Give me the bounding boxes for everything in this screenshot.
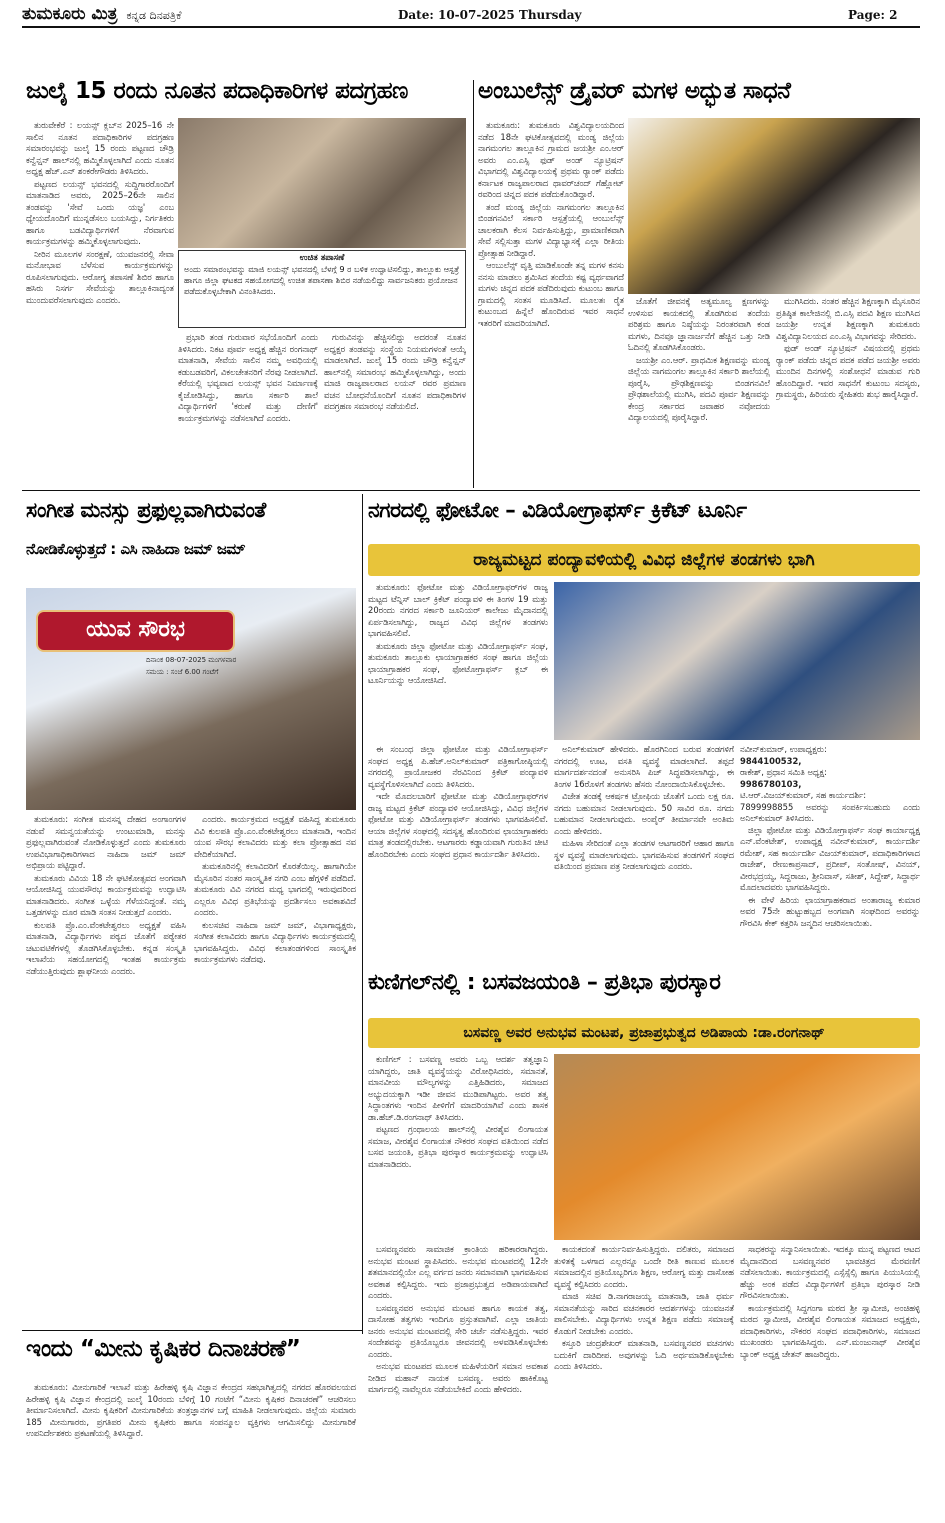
story1-para: ನೀರಿನ ಮೂಲಗಳ ಸಂರಕ್ಷಣೆ, ಯುವಜನರಲ್ಲಿ ಸೇವಾ ಮನೋಭಾವ ಬೆಳೆಸುವ ಕಾರ್ಯಕ್ರಮಗಳನ್ನು ರೂಪಿಸಲಾಗುವುದು. ಆರೋಗ್ಯ ತಪಾಸಣೆ ಶಿಬಿರ ಹಾಗೂ ಹಸಿರು ನಿಸರ್ಗ ಸೇವೆಯನ್ನು ತಾಲ್ಲೂಕಿನಾದ್ಯಂತ ಮುಂದುವರೆಸಲಾಗುವುದು ಎಂದರು. bbox=[26, 248, 174, 305]
story5-para: ಕಸ್ತೂರಿ ಚಂದ್ರಶೇಖರ್ ಮಾತನಾಡಿ, ಬಸವಣ್ಣನವರ ವಚನಗಳು ಬದುಕಿಗೆ ದಾರಿದೀಪ. ಅವುಗಳನ್ನು ಓದಿ ಅರ್ಥಮಾಡಿಕೊಳ್ಳಬೇಕು ಎಂದು ತಿಳಿಸಿದರು. bbox=[554, 1338, 734, 1371]
story5-para: ಅನುಭವ ಮಂಟಪದ ಮೂಲಕ ಮಹಿಳೆಯರಿಗೆ ಸಮಾನ ಅವಕಾಶ ನೀಡಿದ ಮಹಾನ್ ನಾಯಕ ಬಸವಣ್ಣ. ಅವರು ಹಾಕಿಕೊಟ್ಟ ಮಾರ್ಗದಲ್ಲಿ ನಾವೆಲ್ಲರೂ ನಡೆಯಬೇಕಿದೆ ಎಂದು ಹೇಳಿದರು. bbox=[368, 1361, 548, 1394]
story2-para: ಜಯಶ್ರೀ ಎಂ.ಆರ್. ಪ್ರಾಥಮಿಕ ಶಿಕ್ಷಣವನ್ನು ಮಂಡ್ಯ ಜಿಲ್ಲೆಯ ನಾಗಮಂಗಲ ತಾಲ್ಲೂಕಿನ ಸರ್ಕಾರಿ ಶಾಲೆಯಲ್ಲಿ ಪೂರೈಸಿ, ಪ್ರೌಢಶಿಕ್ಷಣವನ್ನು ಬಿಂಡಗನವಿಲೆ ಪ್ರೌಢಶಾಲೆಯಲ್ಲಿ ಮುಗಿಸಿ, ಪದವಿ ಪೂರ್ವ ಶಿಕ್ಷಣವನ್ನು ಕೇಂದ್ರ ಸರ್ಕಾರದ ಜವಾಹರ ನವೋದಯ ವಿದ್ಯಾಲಯದಲ್ಲಿ ಪೂರೈಸಿದ್ದಾರೆ. bbox=[628, 354, 770, 422]
story1-col1 bbox=[26, 120, 174, 482]
story4-para: ಇದೇ ಮೊದಲಬಾರಿಗೆ ಫೋಟೋ ಮತ್ತು ವಿಡಿಯೋಗ್ರಾಫರ್‌ಗಳ ರಾಜ್ಯ ಮಟ್ಟದ ಕ್ರಿಕೆಟ್ ಪಂದ್ಯಾವಳಿ ಆಯೋಜಿಸಿದ್ದು, ವಿವಿಧ ಜಿಲ್ಲೆಗಳ ಫೋಟೋ ಮತ್ತು ವಿಡಿಯೋಗ್ರಾಫರ್ಸ್ ತಂಡಗಳು ಭಾಗವಹಿಸಲಿವೆ. ಆಯಾ ಜಿಲ್ಲೆಗಳ ಸಂಘದಲ್ಲಿ ಸದಸ್ಯತ್ವ ಹೊಂದಿರುವ ಛಾಯಾಗ್ರಾಹಕರು ಮಾತ್ರ ತಂಡದಲ್ಲಿರಬೇಕು. ಆಟಗಾರರು ಕಡ್ಡಾಯವಾಗಿ ಗುರುತಿನ ಚೀಟಿ ಹೊಂದಿರಬೇಕು ಎಂದು ಸಂಘದ ಪ್ರಧಾನ ಕಾರ್ಯದರ್ಶಿ ತಿಳಿಸಿದರು. bbox=[368, 791, 548, 859]
story4-col3 bbox=[740, 744, 920, 960]
story1-caption-box bbox=[178, 250, 466, 328]
story1-photo bbox=[178, 118, 466, 248]
story3-para: ಕುಲಪತಿ ಪ್ರೊ.ಎಂ.ವೆಂಕಟೇಶ್ವರಲು ಅಧ್ಯಕ್ಷತೆ ವಹಿಸಿ ಮಾತನಾಡಿ, ವಿದ್ಯಾರ್ಥಿಗಳು ಪಠ್ಯದ ಜೊತೆಗೆ ಪಠ್ಯೇತರ ಚಟುವಟಿಕೆಗಳಲ್ಲಿ ತೊಡಗಿಸಿಕೊಳ್ಳಬೇಕು. ಕನ್ನಡ ಸಂಸ್ಕೃತಿ ಇಲಾಖೆಯ ಸಹಯೋಗದಲ್ಲಿ ಇಂತಹ ಕಾರ್ಯಕ್ರಮ ನಡೆಯುತ್ತಿರುವುದು ಶ್ಲಾಘನೀಯ ಎಂದರು. bbox=[26, 919, 186, 976]
story5-photo bbox=[554, 1054, 920, 1240]
story1-caption-text: ಅಂದು ಸಮಾರಂಭವನ್ನು ಮಾಜಿ ಲಯನ್ಸ್ ಭವನದಲ್ಲಿ ಬೆಳಗ್ಗೆ 9 ರ ಬಳಿಕ ಉದ್ಘಾಟಿಸಲಿದ್ದು, ತಾಲ್ಲೂಕು ಆಸ್ಪತ್ರೆ ಹಾಗೂ ಜಿಲ್ಲಾ ಘಟಕದ ಸಹಯೋಗದಲ್ಲಿ ಉಚಿತ ತಪಾಸಣಾ ಶಿಬಿರ ನಡೆಯಲಿದ್ದು ಸಾರ್ವಜನಿಕರು ಪ್ರಯೋಜನ ಪಡೆದುಕೊಳ್ಳಬೇಕಾಗಿ ವಿನಂತಿಸಿದರು. bbox=[184, 264, 460, 296]
masthead-rule bbox=[22, 26, 920, 28]
story5-subhead: ಬಸವಣ್ಣ ಅವರ ಅನುಭವ ಮಂಟಪ, ಪ್ರಜಾಪ್ರಭುತ್ವದ ಅಡಿಪಾಯ :ಡಾ.ರಂಗನಾಥ್ bbox=[368, 1018, 920, 1048]
story4-para: ಈ ಸಂಬಂಧ ಜಿಲ್ಲಾ ಫೋಟೋ ಮತ್ತು ವಿಡಿಯೋಗ್ರಾಫರ್ಸ್ ಸಂಘದ ಅಧ್ಯಕ್ಷ ಪಿ.ಹೆಚ್.ಅನಿಲ್‌ಕುಮಾರ್ ಪತ್ರಿಕಾಗೋಷ್ಠಿಯಲ್ಲಿ ನಗರದಲ್ಲಿ ಪ್ರಾಯೋಜಕರ ನೆರವಿನಿಂದ ಕ್ರಿಕೆಟ್ ಪಂದ್ಯಾವಳಿ ವ್ಯವಸ್ಥೆಗೊಳಿಸಲಾಗಿದೆ ಎಂದು ತಿಳಿಸಿದರು. bbox=[368, 744, 548, 789]
story2-para: ಜೊತೆಗೆ ಜೀವನಕ್ಕೆ ಅತ್ಯಮೂಲ್ಯ ಕ್ಷಣಗಳನ್ನು ಉಳಿಸುವ ಕಾಯಕದಲ್ಲಿ ತೊಡಗಿರುವ ತಂದೆಯ ಪರಿಶ್ರಮ ಹಾಗೂ ನಿಷ್ಠೆಯನ್ನು ನಿರಂತರವಾಗಿ ಕಂಡ ಮಗಳು, ದಿನವೂ ಜ್ಞಾನಾರ್ಜನೆಗೆ ಹೆಚ್ಚಿನ ಒತ್ತು ನೀಡಿ ಓದಿನಲ್ಲಿ ತೊಡಗಿಸಿಕೊಂಡರು. bbox=[628, 296, 770, 352]
story3-col2 bbox=[194, 814, 356, 1326]
story5-col3 bbox=[740, 1244, 920, 1516]
banner-time: ಸಮಯ : ಸಂಜೆ 6.00 ಗಂಟೆಗೆ bbox=[146, 668, 219, 676]
yuva-sourabha-banner: ಯುವ ಸೌರಭ bbox=[36, 610, 235, 652]
story1-col3 bbox=[324, 332, 466, 484]
story2-para: ತಂದೆ ಮಂಡ್ಯ ಜಿಲ್ಲೆಯ ನಾಗಮಂಗಲ ತಾಲ್ಲೂಕಿನ ಬಿಂಡಗನವಿಲೆ ಸರ್ಕಾರಿ ಆಸ್ಪತ್ರೆಯಲ್ಲಿ ಆಂಬುಲೆನ್ಸ್ ಚಾಲಕರಾಗಿ ಕೆಲಸ ನಿರ್ವಹಿಸುತ್ತಿದ್ದು, ಪ್ರಾಮಾಣಿಕವಾಗಿ ಸೇವೆ ಸಲ್ಲಿಸುತ್ತಾ ಮಗಳ ವಿದ್ಯಾಭ್ಯಾಸಕ್ಕೆ ಎಲ್ಲಾ ರೀತಿಯ ಪ್ರೋತ್ಸಾಹ ನೀಡಿದ್ದಾರೆ. bbox=[478, 201, 624, 258]
story5-intro bbox=[368, 1054, 548, 1240]
story5-para: ಸಾಧಕರನ್ನು ಸನ್ಮಾನಿಸಲಾಯಿತು. ಇದಕ್ಕೂ ಮುನ್ನ ಪಟ್ಟಣದ ಆಟದ ಮೈದಾನದಿಂದ ಬಸವಣ್ಣನವರ ಭಾವಚಿತ್ರದ ಮೆರವಣಿಗೆ ನಡೆಸಲಾಯಿತು. ಕಾರ್ಯಕ್ರಮದಲ್ಲಿ ಎಸ್ಸೆಸ್ಸೆಲ್ಸಿ ಹಾಗೂ ಪಿಯುಸಿಯಲ್ಲಿ ಹೆಚ್ಚು ಅಂಕ ಪಡೆದ ವಿದ್ಯಾರ್ಥಿಗಳಿಗೆ ಪ್ರತಿಭಾ ಪುರಸ್ಕಾರ ನೀಡಿ ಗೌರವಿಸಲಾಯಿತು. bbox=[740, 1244, 920, 1300]
story4-intro bbox=[368, 582, 548, 740]
story5-para: ಬಸವಣ್ಣನವರು ಸಾಮಾಜಿಕ ಕ್ರಾಂತಿಯ ಹರಿಕಾರರಾಗಿದ್ದರು. ಅನುಭವ ಮಂಟಪ ಸ್ಥಾಪಿಸಿದರು. ಅನುಭವ ಮಂಟಪದಲ್ಲಿ 12ನೇ ಶತಮಾನದಲ್ಲಿಯೇ ಎಲ್ಲ ವರ್ಗದ ಜನರು ಸಮಾನವಾಗಿ ಭಾಗವಹಿಸುವ ಅವಕಾಶ ಕಲ್ಪಿಸಿದ್ದರು. ಇದು ಪ್ರಜಾಪ್ರಭುತ್ವದ ಅಡಿಪಾಯವಾಗಿದೆ ಎಂದರು. bbox=[368, 1244, 548, 1300]
story2-para: ಮುಗಿಸಿದರು. ನಂತರ ಹೆಚ್ಚಿನ ಶಿಕ್ಷಣಕ್ಕಾಗಿ ಮೈಸೂರಿನ ಪ್ರತಿಷ್ಠಿತ ಕಾಲೇಜಿನಲ್ಲಿ ಬಿ.ಎಸ್ಸಿ ಪದವಿ ಶಿಕ್ಷಣ ಮುಗಿಸಿದ ಜಯಶ್ರೀ ಉನ್ನತ ಶಿಕ್ಷಣಕ್ಕಾಗಿ ತುಮಕೂರು ವಿಶ್ವವಿದ್ಯಾನಿಲಯದ ಎಂ.ಎಸ್ಸಿ ವಿಭಾಗವನ್ನು ಸೇರಿದರು. bbox=[776, 296, 920, 341]
story5-para: ಕುಣಿಗಲ್ : ಬಸವಣ್ಣ ಅವರು ಒಬ್ಬ ಆದರ್ಶ ತತ್ವಜ್ಞಾನಿ ಯಾಗಿದ್ದರು, ಜಾತಿ ವ್ಯವಸ್ಥೆಯನ್ನು ವಿರೋಧಿಸಿದರು, ಸಮಾನತೆ, ಮಾನವೀಯ ಮೌಲ್ಯಗಳನ್ನು ಎತ್ತಿಹಿಡಿದರು, ಸಮಾಜದ ಅಭ್ಯುದಯಕ್ಕಾಗಿ ಇಡೀ ಜೀವನ ಮುಡಿಪಾಗಿಟ್ಟರು. ಅವರ ತತ್ವ ಸಿದ್ಧಾಂತಗಳು ಇಂದಿನ ಪೀಳಿಗೆಗೆ ಮಾದರಿಯಾಗಿವೆ ಎಂದು ಶಾಸಕ ಡಾ.ಹೆಚ್.ಡಿ.ರಂಗನಾಥ್ ತಿಳಿಸಿದರು. bbox=[368, 1054, 548, 1122]
column-divider bbox=[362, 494, 363, 1334]
story4-para: ವಿಜೇತ ತಂಡಕ್ಕೆ ಆಕರ್ಷಕ ಟ್ರೋಫಿಯ ಜೊತೆಗೆ ಒಂದು ಲಕ್ಷ ರೂ. ನಗದು ಬಹುಮಾನ ನೀಡಲಾಗುವುದು. 50 ಸಾವಿರ ರೂ. ನಗದು ಬಹುಮಾನ ನೀಡಲಾಗುವುದು. ಅಂಪೈರ್ ತೀರ್ಮಾನವೇ ಅಂತಿಮ ಎಂದು ಹೇಳಿದರು. bbox=[554, 791, 734, 836]
story5-para: ಬಸವಣ್ಣನವರ ಅನುಭವ ಮಂಟಪ ಹಾಗೂ ಕಾಯಕ ತತ್ವ, ದಾಸೋಹ ತತ್ವಗಳು ಇಂದಿಗೂ ಪ್ರಸ್ತುತವಾಗಿವೆ. ಎಲ್ಲಾ ಜಾತಿಯ ಜನರು ಅನುಭವ ಮಂಟಪದಲ್ಲಿ ಸೇರಿ ಚರ್ಚೆ ನಡೆಸುತ್ತಿದ್ದರು. ಇವರ ಸಂದೇಶವನ್ನು ಪ್ರತಿಯೊಬ್ಬರೂ ಜೀವನದಲ್ಲಿ ಅಳವಡಿಸಿಕೊಳ್ಳಬೇಕು ಎಂದರು. bbox=[368, 1302, 548, 1359]
story4-para: ಜಿಲ್ಲಾ ಫೋಟೋ ಮತ್ತು ವಿಡಿಯೋಗ್ರಾಫರ್ಸ್ ಸಂಘ ಕಾರ್ಯಾಧ್ಯಕ್ಷ ಎನ್.ವೆಂಕಟೇಶ್, ಉಪಾಧ್ಯಕ್ಷ ನವೀನ್‌ಕುಮಾರ್, ಕಾರ್ಯದರ್ಶಿ ರಮೇಶ್, ಸಹ ಕಾರ್ಯದರ್ಶಿ ವಿಜಯ್‌ಕುಮಾರ್, ಪದಾಧಿಕಾರಿಗಳಾದ ರಾಜೇಶ್, ರೇಣುಕಾಪ್ರಸಾದ್, ಪ್ರದೀಪ್, ಸಂತೋಷ್, ವಿನಯ್, ವೀರಭದ್ರಯ್ಯ, ಸಿದ್ದರಾಜು, ಶ್ರೀನಿವಾಸ್, ಸತೀಶ್, ಸಿದ್ದೇಶ್, ಸಿದ್ಧಾರ್ಥ ಮೊದಲಾದವರು ಭಾಗವಹಿಸಿದ್ದರು. bbox=[740, 824, 920, 892]
story5-col2 bbox=[554, 1244, 734, 1516]
story2-headline: ಅಂಬುಲೆನ್ಸ್ ಡ್ರೈವರ್ ಮಗಳ ಅದ್ಭುತ ಸಾಧನೆ bbox=[478, 80, 791, 104]
story5-para: ಮಾಜಿ ಸಚಿವ ಡಿ.ನಾಗರಾಜಯ್ಯ ಮಾತನಾಡಿ, ಜಾತಿ ಧರ್ಮ ಸಮಾನತೆಯನ್ನು ಸಾರಿದ ವಚನಕಾರರ ಆದರ್ಶಗಳನ್ನು ಯುವಜನತೆ ಪಾಲಿಸಬೇಕು. ವಿದ್ಯಾರ್ಥಿಗಳು ಉನ್ನತ ಶಿಕ್ಷಣ ಪಡೆದು ಸಮಾಜಕ್ಕೆ ಕೊಡುಗೆ ನೀಡಬೇಕು ಎಂದರು. bbox=[554, 1291, 734, 1336]
page-number: Page: 2 bbox=[848, 8, 898, 22]
story2-photo bbox=[628, 118, 920, 294]
masthead-subtitle: ಕನ್ನಡ ದಿನಪತ್ರಿಕೆ bbox=[126, 9, 182, 22]
story4-para: ತುಮಕೂರು ಜಿಲ್ಲಾ ಫೋಟೋ ಮತ್ತು ವಿಡಿಯೋಗ್ರಾಫರ್ಸ್ ಸಂಘ, ತುಮಕೂರು ತಾಲ್ಲೂಕು ಛಾಯಾಗ್ರಾಹಕರ ಸಂಘ ಹಾಗೂ ಜಿಲ್ಲೆಯ ಛಾಯಾಗ್ರಾಹಕರ ಸಂಘ, ಫೋಟೋಗ್ರಾಫರ್ಸ್ ಕ್ಲಬ್ ಈ ಟೂರ್ನಿಯನ್ನು ಆಯೋಜಿಸಿದೆ. bbox=[368, 640, 548, 685]
story3-para: ತುಮಕೂರು: ಸಂಗೀತ ಮನಸನ್ನ ದೇಹದ ಅಂಗಾಂಗಗಳ ನಡುವೆ ಸಮನ್ವಯತೆಯನ್ನು ಉಂಟುಮಾಡಿ, ಮನಸ್ಸು ಪ್ರಫುಲ್ಲವಾಗಿರುವಂತೆ ನೋಡಿಕೊಳ್ಳುತ್ತದೆ ಎಂದು ತುಮಕೂರು ಉಪವಿಭಾಗಾಧಿಕಾರಿಗಳಾದ ನಾಹಿದಾ ಜಮ್ ಜಮ್ ಅಭಿಪ್ರಾಯ ಪಟ್ಟಿದ್ದಾರೆ. bbox=[26, 814, 186, 870]
contact-phone: 9844100532, bbox=[740, 755, 802, 766]
story6-headline: ಇಂದು “ಮೀನು ಕೃಷಿಕರ ದಿನಾಚರಣೆ” bbox=[26, 1338, 301, 1362]
story2-para: ಫುಡ್ ಅಂಡ್ ನ್ಯೂಟ್ರಿಷನ್ ವಿಷಯದಲ್ಲಿ ಪ್ರಥಮ ರ್‍ಯಾಂಕ್ ಪಡೆದು ಚಿನ್ನದ ಪದಕ ಪಡೆದ ಜಯಶ್ರೀ ಅವರು ಮುಂದಿನ ದಿನಗಳಲ್ಲಿ ಸಂಶೋಧನೆ ಮಾಡುವ ಗುರಿ ಹೊಂದಿದ್ದಾರೆ. ಇವರ ಸಾಧನೆಗೆ ಕುಟುಂಬ ಸದಸ್ಯರು, ಗ್ರಾಮಸ್ಥರು, ಹಿರಿಯರು ಸ್ನೇಹಿತರು ಶುಭ ಹಾರೈಸಿದ್ದಾರೆ. bbox=[776, 343, 920, 399]
contact-phone: 9986780103, bbox=[740, 778, 802, 789]
banner-date: ದಿನಾಂಕ 08-07-2025 ಮಂಗಳವಾರ bbox=[146, 656, 237, 664]
column-divider bbox=[473, 80, 474, 488]
contact-line: ನವೀನ್‌ಕುಮಾರ್, ಉಪಾಧ್ಯಕ್ಷರು: bbox=[740, 744, 827, 754]
story4-para: ಈ ವೇಳೆ ಹಿರಿಯ ಛಾಯಾಗ್ರಾಹಕರಾದ ಅಂತಾರಾಜ್ಯ ಕುಮಾರ ಅವರ 75ನೇ ಹುಟ್ಟುಹಬ್ಬದ ಅಂಗವಾಗಿ ಸಂಘದಿಂದ ಅವರನ್ನು ಗೌರವಿಸಿ ಕೇಕ್ ಕತ್ತರಿಸಿ ಜನ್ಮದಿನ ಆಚರಿಸಲಾಯಿತು. bbox=[740, 894, 920, 928]
story1-para: ಪಟ್ಟಣದ ಲಯನ್ಸ್ ಭವನದಲ್ಲಿ ಸುದ್ದಿಗಾರರೊಂದಿಗೆ ಮಾತನಾಡಿದ ಅವರು, 2025–26ನೇ ಸಾಲಿನ ತಂಡವನ್ನು 'ಸೇವೆ ಒಂದು ಯಜ್ಞ' ಎಂಬ ಧ್ಯೇಯದೊಂದಿಗೆ ಮುನ್ನಡೆಸಲು ಬಯಸಿದ್ದು, ನಿರ್ಗತಿಕರು ಹಾಗೂ ಬಡವಿದ್ಯಾರ್ಥಿಗಳಿಗೆ ನೆರವಾಗುವ ಕಾರ್ಯಕ್ರಮಗಳನ್ನು ಹಮ್ಮಿಕೊಳ್ಳಲಾಗುವುದು. bbox=[26, 178, 174, 246]
story2-col3 bbox=[776, 296, 920, 486]
story3-headline-line1: ಸಂಗೀತ ಮನಸ್ಸು ಪ್ರಫುಲ್ಲವಾಗಿರುವಂತೆ bbox=[26, 500, 266, 522]
story5-col1 bbox=[368, 1244, 548, 1516]
story6-body bbox=[26, 1382, 356, 1516]
story3-para: ಕುಲಸಚಿವ ನಾಹಿದಾ ಜಮ್ ಜಮ್, ವಿಭಾಗಾಧ್ಯಕ್ಷರು, ಸಂಗೀತ ಕಲಾವಿದರು ಹಾಗೂ ವಿದ್ಯಾರ್ಥಿಗಳು ಕಾರ್ಯಕ್ರಮದಲ್ಲಿ ಭಾಗವಹಿಸಿದ್ದರು. ವಿವಿಧ ಕಲಾತಂಡಗಳಿಂದ ಸಾಂಸ್ಕೃತಿಕ ಕಾರ್ಯಕ್ರಮಗಳು ನಡೆದವು. bbox=[194, 919, 356, 964]
story2-para: ಆಂಬುಲೆನ್ಸ್ ವೃತ್ತಿ ಮಾಡಿಕೊಂಡೇ ತನ್ನ ಮಗಳ ಕನಸು ನನಸು ಮಾಡಲು ಶ್ರಮಿಸಿದ ತಂದೆಯ ಕಷ್ಟ ವ್ಯರ್ಥವಾಗದೆ ಮಗಳು ಚಿನ್ನದ ಪದಕ ಪಡೆದಿರುವುದು ಕುಟುಂಬ ಹಾಗೂ ಗ್ರಾಮದಲ್ಲಿ ಸಂತಸ ಮೂಡಿಸಿದೆ. ಮೂಲತಃ ರೈತ ಕುಟುಂಬದ ಹಿನ್ನೆಲೆ ಹೊಂದಿರುವ ಇವರ ಸಾಧನೆ ಇತರರಿಗೆ ಮಾದರಿಯಾಗಿದೆ. bbox=[478, 260, 624, 328]
story4-para: ತುಮಕೂರು: ಫೋಟೋ ಮತ್ತು ವಿಡಿಯೋಗ್ರಾಫರ್‌ಗಳ ರಾಜ್ಯ ಮಟ್ಟದ ಟೆನ್ನಿಸ್ ಬಾಲ್ ಕ್ರಿಕೆಟ್ ಪಂದ್ಯಾವಳಿ ಈ ತಿಂಗಳ 19 ಮತ್ತು 20ರಂದು ನಗರದ ಸರ್ಕಾರಿ ಜೂನಿಯರ್ ಕಾಲೇಜು ಮೈದಾನದಲ್ಲಿ ಏರ್ಪಡಿಸಲಾಗಿದ್ದು, ರಾಜ್ಯದ ವಿವಿಧ ಜಿಲ್ಲೆಗಳ ತಂಡಗಳು ಭಾಗವಹಿಸಲಿವೆ. bbox=[368, 582, 548, 638]
story5-para: ಕಾರ್ಯಕ್ರಮದಲ್ಲಿ ಸಿದ್ದಗಂಗಾ ಮಠದ ಶ್ರೀ ಸ್ವಾಮೀಜಿ, ಅಂಚಿಹಳ್ಳಿ ಮಠದ ಸ್ವಾಮೀಜಿ, ವೀರಶೈವ ಲಿಂಗಾಯತ ಸಮಾಜದ ಅಧ್ಯಕ್ಷರು, ಪದಾಧಿಕಾರಿಗಳು, ನೌಕರರ ಸಂಘದ ಪದಾಧಿಕಾರಿಗಳು, ಸಮಾಜದ ಮುಖಂಡರು ಭಾಗವಹಿಸಿದ್ದರು. ಎನ್.ಮಂಜುನಾಥ್ ವೀರಶೈವ ಬ್ಯಾಂಕ್ ಅಧ್ಯಕ್ಷ ಚೇತನ್ ಹಾಜರಿದ್ದರು. bbox=[740, 1302, 920, 1359]
story2-col2 bbox=[628, 296, 770, 486]
contact-line: ಟಿ.ಆರ್.ವಿಜಯ್‌ಕುಮಾರ್, ಸಹ ಕಾರ್ಯದರ್ಶಿ: bbox=[740, 790, 867, 800]
story1-headline: ಜುಲೈ 15 ರಂದು ನೂತನ ಪದಾಧಿಕಾರಿಗಳ ಪದಗ್ರಹಣ bbox=[26, 80, 408, 104]
story5-para: ಕಾಯಕದಂತೆ ಕಾರ್ಯನಿರ್ವಹಿಸುತ್ತಿದ್ದರು. ದಲಿತರು, ಸಮಾಜದ ತುಳಿತಕ್ಕೆ ಒಳಗಾದ ಎಲ್ಲರನ್ನೂ ಒಂದೇ ರೀತಿ ಕಾಣುವ ಮೂಲಕ ಸಮಾಜದಲ್ಲಿನ ಪ್ರತಿಯೊಬ್ಬರಿಗೂ ಶಿಕ್ಷಣ, ಆರೋಗ್ಯ ಮತ್ತು ದಾಸೋಹ ವ್ಯವಸ್ಥೆ ಕಲ್ಪಿಸಿದರು ಎಂದರು. bbox=[554, 1244, 734, 1289]
contact-line: 7899998855 ಅವರನ್ನು ಸಂಪರ್ಕಿಸಬಹುದು ಎಂದು ಅನಿಲ್‌ಕುಮಾರ್ ತಿಳಿಸಿದರು. bbox=[740, 801, 920, 823]
story4-headline: ನಗರದಲ್ಲಿ ಫೋಟೋ – ವಿಡಿಯೋಗ್ರಾಫರ್ಸ್ ಕ್ರಿಕೆಟ್ ಟೂರ್ನಿ bbox=[368, 500, 747, 522]
story1-para: ತುರುವೇಕೆರೆ : ಲಯನ್ಸ್ ಕ್ಲಬ್‌ನ 2025–16 ನೇ ಸಾಲಿನ ನೂತನ ಪದಾಧಿಕಾರಿಗಳ ಪದಗ್ರಹಣ ಸಮಾರಂಭವನ್ನು ಜುಲೈ 15 ರಂದು ಪಟ್ಟಣದ ಚೌಡ್ರಿ ಕನ್ವೆನ್ಷನ್ ಹಾಲ್‌ನಲ್ಲಿ ಹಮ್ಮಿಕೊಳ್ಳಲಾಗಿದೆ ಎಂದು ನೂತನ ಅಧ್ಯಕ್ಷ ಹೆಚ್.ಎನ್ ಶಂಕರೇಗೌಡರು ತಿಳಿಸಿದರು. bbox=[26, 120, 174, 176]
story2-para: ತುಮಕೂರು: ತುಮಕೂರು ವಿಶ್ವವಿದ್ಯಾಲಯದಿಂದ ನಡೆದ 18ನೇ ಘಟಿಕೋತ್ಸವದಲ್ಲಿ ಮಂಡ್ಯ ಜಿಲ್ಲೆಯ ನಾಗಮಂಗಲ ತಾಲ್ಲೂಕಿನ ಗ್ರಾಮದ ಜಯಶ್ರೀ ಎಂ.ಆರ್ ಅವರು ಎಂ.ಎಸ್ಸಿ ಫುಡ್ ಅಂಡ್ ನ್ಯೂಟ್ರಿಷನ್ ವಿಭಾಗದಲ್ಲಿ ವಿಶ್ವವಿದ್ಯಾಲಯಕ್ಕೆ ಪ್ರಥಮ ರ್‍ಯಾಂಕ್ ಪಡೆದು ಕರ್ನಾಟಕ ರಾಜ್ಯಪಾಲರಾದ ಥಾವರ್‌ಚಂದ್ ಗೆಹ್ಲೋಟ್ ರವರಿಂದ ಚಿನ್ನದ ಪದಕ ಪಡೆದುಕೊಂಡಿದ್ದಾರೆ. bbox=[478, 120, 624, 199]
story4-para: ಮಹಿಳಾ ಸೇರಿದಂತೆ ಎಲ್ಲಾ ತಂಡಗಳ ಆಟಗಾರರಿಗೆ ಆಹಾರ ಹಾಗೂ ಸ್ಥಳ ವ್ಯವಸ್ಥೆ ಮಾಡಲಾಗುವುದು. ಭಾಗವಹಿಸುವ ತಂಡಗಳಿಗೆ ಸಂಘದ ವತಿಯಿಂದ ಪ್ರಮಾಣ ಪತ್ರ ನೀಡಲಾಗುವುದು ಎಂದರು. bbox=[554, 838, 734, 871]
story4-col2 bbox=[554, 744, 734, 960]
story1-para: ಪ್ರಭಾರಿ ತಂಡ ಗುರುವಾರ ಸಭೆಯೊಂದಿಗೆ ಎಂದು ತಿಳಿಸಿದರು. ನಿಕಟ ಪೂರ್ವ ಅಧ್ಯಕ್ಷ ಹೆಚ್ಚಿನ ರಂಗನಾಥ್ ಮಾತನಾಡಿ, ಸೇವೆಯ ಸಾಲಿನ ನಮ್ಮ ಅವಧಿಯಲ್ಲಿ ಕಡುಬಡವರಿಗೆ, ವಿಕಲಚೇತನರಿಗೆ ನೆರವು ನೀಡಲಾಗಿದೆ. ಕೆರೆಯಲ್ಲಿ ಭವ್ಯವಾದ ಲಯನ್ಸ್ ಭವನ ನಿರ್ಮಾಣಕ್ಕೆ ಕೈಜೋಡಿಸಿದ್ದು, ಹಾಗೂ ಸರ್ಕಾರಿ ಶಾಲೆ ವಿದ್ಯಾರ್ಥಿಗಳಿಗೆ 'ಕರುಣೆ ಮತ್ತು ದೇಣಿಗೆ' ಕಾರ್ಯಕ್ರಮಗಳನ್ನು ನಡೆಸಲಾಗಿದೆ ಎಂದರು. bbox=[178, 332, 318, 423]
story3-headline-line2: ನೋಡಿಕೊಳ್ಳುತ್ತದೆ : ಎಸಿ ನಾಹಿದಾ ಜಮ್ ಜಮ್ bbox=[26, 542, 246, 558]
story6-para: ತುಮಕೂರು: ಮೀನುಗಾರಿಕೆ ಇಲಾಖೆ ಮತ್ತು ಹಿರೇಹಳ್ಳಿ ಕೃಷಿ ವಿಜ್ಞಾನ ಕೇಂದ್ರದ ಸಹಭಾಗಿತ್ವದಲ್ಲಿ ನಗರದ ಹೊರವಲಯದ ಹಿರೇಹಳ್ಳಿ ಕೃಷಿ ವಿಜ್ಞಾನ ಕೇಂದ್ರದಲ್ಲಿ ಜುಲೈ 10ರಂದು ಬೆಳಿಗ್ಗೆ 10 ಗಂಟೆಗೆ “ಮೀನು ಕೃಷಿಕರ ದಿನಾಚರಣೆ” ಆಚರಿಸಲು ತೀರ್ಮಾನಿಸಲಾಗಿದೆ. ಮೀನು ಕೃಷಿಕರಿಗೆ ಮೀನುಗಾರಿಕೆಯ ತಂತ್ರಜ್ಞಾನಗಳ ಬಗ್ಗೆ ಮಾಹಿತಿ ನೀಡಲಾಗುವುದು. ಜಿಲ್ಲೆಯ ಸುಮಾರು 185 ಮೀನುಗಾರರು, ಪ್ರಗತಿಪರ ಮೀನು ಕೃಷಿಕರು ಹಾಗೂ ಸಂಪನ್ಮೂಲ ವ್ಯಕ್ತಿಗಳು ಆಗಮಿಸಲಿದ್ದು ಮೀನುಗಾರಿಕೆ ಉಪನಿರ್ದೇಶಕರು ಪ್ರಕಟಣೆಯಲ್ಲಿ ತಿಳಿಸಿದ್ದಾರೆ. bbox=[26, 1382, 356, 1438]
story3-para: ತುಮಕೂರಿನಲ್ಲಿ ಕಲಾವಿದರಿಗೆ ಕೊರತೆಯಿಲ್ಲ. ಹಾಗಾಗಿಯೇ ಮೈಸೂರಿನ ನಂತರ ಸಾಂಸ್ಕೃತಿಕ ನಗರಿ ಎಂಬ ಹೆಗ್ಗಳಿಕೆ ಪಡೆದಿದೆ. ತುಮಕೂರು ವಿವಿ ನಗರದ ಮಧ್ಯ ಭಾಗದಲ್ಲಿ ಇರುವುದರಿಂದ ಎಲ್ಲರೂ ವಿವಿಧ ಪ್ರತಿಭೆಯನ್ನು ಪ್ರದರ್ಶಿಸಲು ಅವಕಾಶವಿದೆ ಎಂದರು. bbox=[194, 861, 356, 917]
story4-para: ಅನಿಲ್‌ಕುಮಾರ್ ಹೇಳಿದರು. ಹೊರಗಿನಿಂದ ಬರುವ ತಂಡಗಳಿಗೆ ನಗರದಲ್ಲಿ ಊಟ, ವಸತಿ ವ್ಯವಸ್ಥೆ ಮಾಡಲಾಗಿದೆ. ತಪ್ಪದೆ ಮಾರ್ಗದರ್ಶನದಂತೆ ಅನುಸರಿಸಿ ಪಿಚ್ ಸಿದ್ಧಪಡಿಸಲಾಗಿದ್ದು, ಈ ತಿಂಗಳ 16ರೊಳಗೆ ತಂಡಗಳು ಹೆಸರು ನೋಂದಾಯಿಸಿಕೊಳ್ಳಬೇಕು. bbox=[554, 744, 734, 789]
issue-date: Date: 10-07-2025 Thursday bbox=[398, 8, 582, 22]
story4-photo bbox=[554, 582, 920, 740]
story1-caption-title: ಉಚಿತ ತಪಾಸಣೆ bbox=[299, 253, 345, 263]
contact-line: ರಾಕೇಶ್, ಪ್ರಧಾನ ಸಮಿತಿ ಅಧ್ಯಕ್ಷ: bbox=[740, 767, 827, 777]
story1-col2 bbox=[178, 332, 318, 484]
story1-para: ಗುರುವಿನನ್ನು ಹೆಚ್ಚಿಸಲಿದ್ದು ಅದರಂತೆ ನೂತನ ಅಧ್ಯಕ್ಷರ ತಂಡವನ್ನು ಸಂಸ್ಥೆಯ ನಿಯಮಗಳಂತೆ ಆಯ್ಕೆ ಮಾಡಲಾಗಿದೆ. ಜುಲೈ 15 ರಂದು ಚೌಡ್ರಿ ಕನ್ವೆನ್ಷನ್ ಹಾಲ್‌ನಲ್ಲಿ ಸಮಾರಂಭ ಹಮ್ಮಿಕೊಳ್ಳಲಾಗಿದ್ದು, ಅಂದು ಮಾಜಿ ರಾಜ್ಯಪಾಲರಾದ ಲಯನ್ ರವರ ಪ್ರಮಾಣ ವಚನ ಬೋಧನೆಯೊಂದಿಗೆ ನೂತನ ಪದಾಧಿಕಾರಿಗಳ ಪದಗ್ರಹಣ ಸಮಾರಂಭ ನಡೆಯಲಿದೆ. bbox=[324, 332, 466, 411]
section-rule bbox=[22, 1330, 362, 1331]
story5-para: ಪಟ್ಟಣದ ಗ್ರಂಥಾಲಯ ಹಾಲ್‌ನಲ್ಲಿ ವೀರಶೈವ ಲಿಂಗಾಯತ ಸಮಾಜ, ವೀರಶೈವ ಲಿಂಗಾಯತ ನೌಕರರ ಸಂಘದ ವತಿಯಿಂದ ನಡೆದ ಬಸವ ಜಯಂತಿ, ಪ್ರತಿಭಾ ಪುರಸ್ಕಾರ ಕಾರ್ಯಕ್ರಮವನ್ನು ಉದ್ಘಾಟಿಸಿ ಮಾತನಾಡಿದರು. bbox=[368, 1124, 548, 1169]
story4-col1 bbox=[368, 744, 548, 960]
story3-photo bbox=[26, 588, 356, 810]
masthead-logo: ತುಮಕೂರು ಮಿತ್ರ bbox=[22, 4, 118, 24]
story3-para: ಎಂದರು. ಕಾರ್ಯಕ್ರಮದ ಅಧ್ಯಕ್ಷತೆ ವಹಿಸಿದ್ದ ತುಮಕೂರು ವಿವಿ ಕುಲಪತಿ ಪ್ರೊ.ಎಂ.ವೆಂಕಟೇಶ್ವರಲು ಮಾತನಾಡಿ, ಇಂದಿನ ಯುವ ಸೌರಭ ಕಲಾವಿದರು ಮತ್ತು ಕಲಾ ಪ್ರೋತ್ಸಾಹದ ನವ ವೇದಿಕೆಯಾಗಿದೆ. bbox=[194, 814, 356, 859]
section-rule bbox=[22, 490, 920, 491]
story2-col1 bbox=[478, 120, 624, 486]
story3-para: ತುಮಕೂರು ವಿವಿಯ 18 ನೇ ಘಟಿಕೋತ್ಸವದ ಅಂಗವಾಗಿ ಆಯೋಜಿಸಿದ್ದ ಯುವಸೌರಭ ಕಾರ್ಯಕ್ರಮವನ್ನು ಉದ್ಘಾಟಿಸಿ ಮಾತನಾಡಿದರು. ಸಂಗೀತ ಒಳ್ಳೆಯ ಗೆಳೆಯನಿದ್ದಂತೆ. ನಮ್ಮ ಒತ್ತಡಗಳನ್ನು ದೂರ ಮಾಡಿ ಸಂತಸ ನೀಡುತ್ತದೆ ಎಂದರು. bbox=[26, 872, 186, 917]
story3-col1 bbox=[26, 814, 186, 1326]
story4-subhead: ರಾಜ್ಯಮಟ್ಟದ ಪಂದ್ಯಾವಳಿಯಲ್ಲಿ ವಿವಿಧ ಜಿಲ್ಲೆಗಳ ತಂಡಗಳು ಭಾಗಿ bbox=[368, 544, 920, 576]
story5-headline: ಕುಣಿಗಲ್‌ನಲ್ಲಿ : ಬಸವಜಯಂತಿ – ಪ್ರತಿಭಾ ಪುರಸ್ಕಾರ bbox=[368, 972, 721, 995]
